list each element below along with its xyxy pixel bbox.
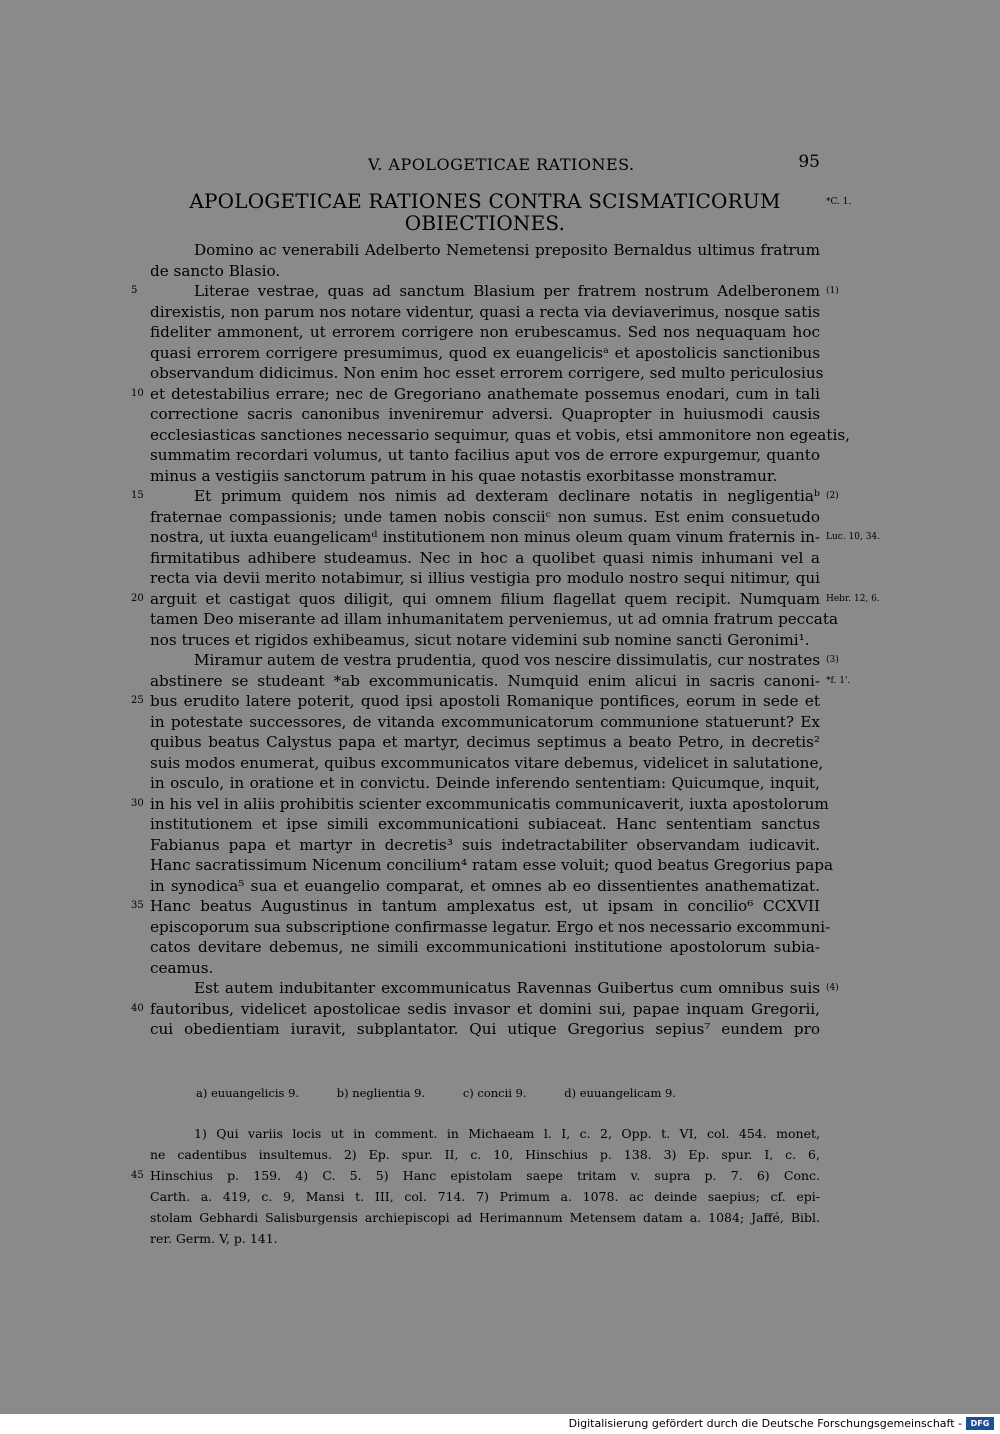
title-line: OBIECTIONES. [404,211,566,235]
footnote-line: Carth. a. 419, c. 9, Mansi t. III, col. 714. 7) Primum a. 1078. ac deinde saepius; cf. epi- [150,1189,820,1204]
footer-bar [0,1414,1000,1434]
text-line: Literae vestrae, quas ad sanctum Blasium per fratrem nostrum Adelberonem [194,282,820,300]
text-line: firmitatibus adhibere studeamus. Nec in hoc a quolibet quasi nimis inhumani vel a [150,548,820,567]
text-line: quasi errorem corrigere presumimus, quod ex euangelicisᵃ et apostolicis sanctionibus [150,343,820,362]
text-line: et detestabilius errare; nec de Gregoriano anathemate possemus enodari, cum in tali [150,384,820,403]
text-line: Est autem indubitanter excommunicatus Ravennas Guibertus cum omnibus suis [194,979,820,997]
text-line: nos truces et rigidos exhibeamus, sicut notare videmini sub nomine sancti Geronimi¹. [150,630,810,649]
text-line: summatim recordari volumus, ut tanto facilius aput vos de errore expurgemur, quanto [150,446,820,464]
apparatus-note: d) euuangelicam 9. [564,1086,676,1100]
apparatus-note: c) concii 9. [462,1086,527,1100]
marginal-note: (2) [826,491,839,501]
text-line: episcoporum sua subscriptione confirmasse legatur. Ergo et nos necessario excommuni- [150,917,831,936]
line-number: 30 [131,797,144,809]
text-line: Fabianus papa et martyr in decretis³ suis indetractabiliter observandam iudicavit. [150,835,820,854]
text-line: fideliter ammonent, ut errorem corrigere non erubescamus. Sed nos nequaquam hoc [150,323,820,341]
document-title [150,190,820,234]
footnote-line: rer. Germ. V, p. 141. [150,1231,278,1246]
text-line: suis modos enumerat, quibus excommunicatos vitare debemus, videlicet in salutatione, [150,753,824,772]
text-line: catos devitare debemus, ne simili excommunicationi institutione apostolorum subia- [150,938,820,956]
text-line: minus a vestigiis sanctorum patrum in his quae notastis exorbitasse monstramur. [150,466,778,485]
text-line: Miramur autem de vestra prudentia, quod vos nescire dissimulatis, cur nostrates [194,651,820,669]
marginal-note: Hebr. 12, 6. [826,593,880,604]
running-head [150,152,820,176]
page-number: 95 [798,152,820,172]
text-line: cui obedientiam iuravit, subplantator. Qui utique Gregorius sepius⁷ eundem pro [150,1020,820,1038]
text-line: tamen Deo miserante ad illam inhumanitatem perveniemus, ut ad omnia fratrum peccata [150,610,839,628]
text-line: ecclesiasticas sanctiones necessario sequimur, quas et vobis, etsi ammonitore non egeatis, [150,425,850,444]
footnote-line: Hinschius p. 159. 4) C. 5. 5) Hanc epistolam saepe tritam v. supra p. 7. 6) Conc. [150,1168,820,1183]
marginal-note: Luc. 10, 34. [826,532,881,542]
title-line: APOLOGETICAE RATIONES CONTRA SCISMATICORUM [189,189,781,213]
line-number: 45 [131,1170,144,1181]
line-number: 5 [131,285,138,296]
line-number: 35 [131,900,144,911]
text-line: fautoribus, videlicet apostolicae sedis invasor et domini sui, papae inquam Gregorii, [150,999,820,1018]
footnote-line: ne cadentibus insultemus. 2) Ep. spur. II, c. 10, Hinschius p. 138. 3) Ep. spur. I, c. 6, [150,1147,820,1162]
text-line: ceamus. [150,958,214,977]
text-line: in his vel in aliis prohibitis scienter excommunicatis communicaverit, iuxta apostolorum [150,794,829,813]
text-line: Hanc beatus Augustinus in tantum amplexatus est, ut ipsam in concilio⁶ CCXVII [150,897,820,915]
text-line: in osculo, in oratione et in convictu. Deinde inferendo sententiam: Quicumque, inquit, [150,774,820,792]
footnote-line: stolam Gebhardi Salisburgensis archiepiscopi ad Herimannum Metensem datam a. 1084; Jaffé, Bibl. [150,1210,820,1225]
text-line: nostra, ut iuxta euangelicamᵈ institutionem non minus oleum quam vinum fraternis in- [150,528,820,546]
text-line: Hanc sacratissimum Nicenum concilium⁴ ratam esse voluit; quod beatus Gregorius papa [150,856,834,874]
dfg-logo: DFG [966,1417,994,1430]
text-line: recta via devii merito notabimur, si illius vestigia pro modulo nostro sequi nitimur, qui [150,569,820,587]
line-number: 40 [131,1002,144,1014]
text-line: institutionem et ipse simili excommunicationi subiaceat. Hanc sententiam sanctus [150,815,820,833]
text-line: quibus beatus Calystus papa et martyr, decimus septimus a beato Petro, in decretis² [150,733,820,751]
title-marginal-note: *C. 1. [826,197,852,207]
running-title: V. APOLOGETICAE RATIONES. [368,155,635,174]
text-line: correctione sacris canonibus inveniremur adversi. Quapropter in huiusmodi causis [150,405,820,423]
line-number: 15 [131,490,144,501]
text-line: in potestate successores, de vitanda excommunicatorum communione statuerunt? Ex [150,712,820,731]
text-line: Et primum quidem nos nimis ad dexteram declinare notatis in negligentiaᵇ [194,487,820,505]
text-line: bus erudito latere poterit, quod ipsi apostoli Romanique pontifices, eorum in sede et [150,692,820,710]
footnote-line: 1) Qui variis locis ut in comment. in Michaeam l. I, c. 2, Opp. t. VI, col. 454. monet, [194,1126,820,1141]
marginal-note: *f. 1'. [826,675,851,686]
text-line: Domino ac venerabili Adelberto Nemetensi preposito Bernaldus ultimus fratrum [194,241,820,259]
apparatus-note: a) euuangelicis 9. [196,1086,300,1100]
text-line: de sancto Blasio. [150,261,281,280]
marginal-note: (1) [826,286,839,296]
marginal-note: (4) [826,983,839,993]
text-line: in synodica⁵ sua et euangelio comparat, et omnes ab eo dissentientes anathematizat. [150,876,820,895]
critical-apparatus [196,1086,710,1100]
text-line: arguit et castigat quos diligit, qui omnem filium flagellat quem recipit. Numquam [150,589,820,608]
text-line: fraternae compassionis; unde tamen nobis consciiᶜ non sumus. Est enim consuetudo [150,507,820,526]
text-line: observandum didicimus. Non enim hoc esset errorem corrigere, sed multo periculosius [150,364,824,382]
line-number: 25 [131,695,144,706]
marginal-note: (3) [826,655,839,665]
footer-credit: Digitalisierung gefördert durch die Deutsche Forschungsgemeinschaft - [568,1417,962,1430]
line-number: 20 [131,592,144,604]
line-number: 10 [131,387,144,399]
text-line: abstinere se studeant *ab excommunicatis. Numquid enim alicui in sacris canoni- [150,671,820,690]
text-line: direxistis, non parum nos notare videntur, quasi a recta via deviaverimus, nosque satis [150,302,820,321]
apparatus-note: b) neglientia 9. [336,1086,426,1100]
